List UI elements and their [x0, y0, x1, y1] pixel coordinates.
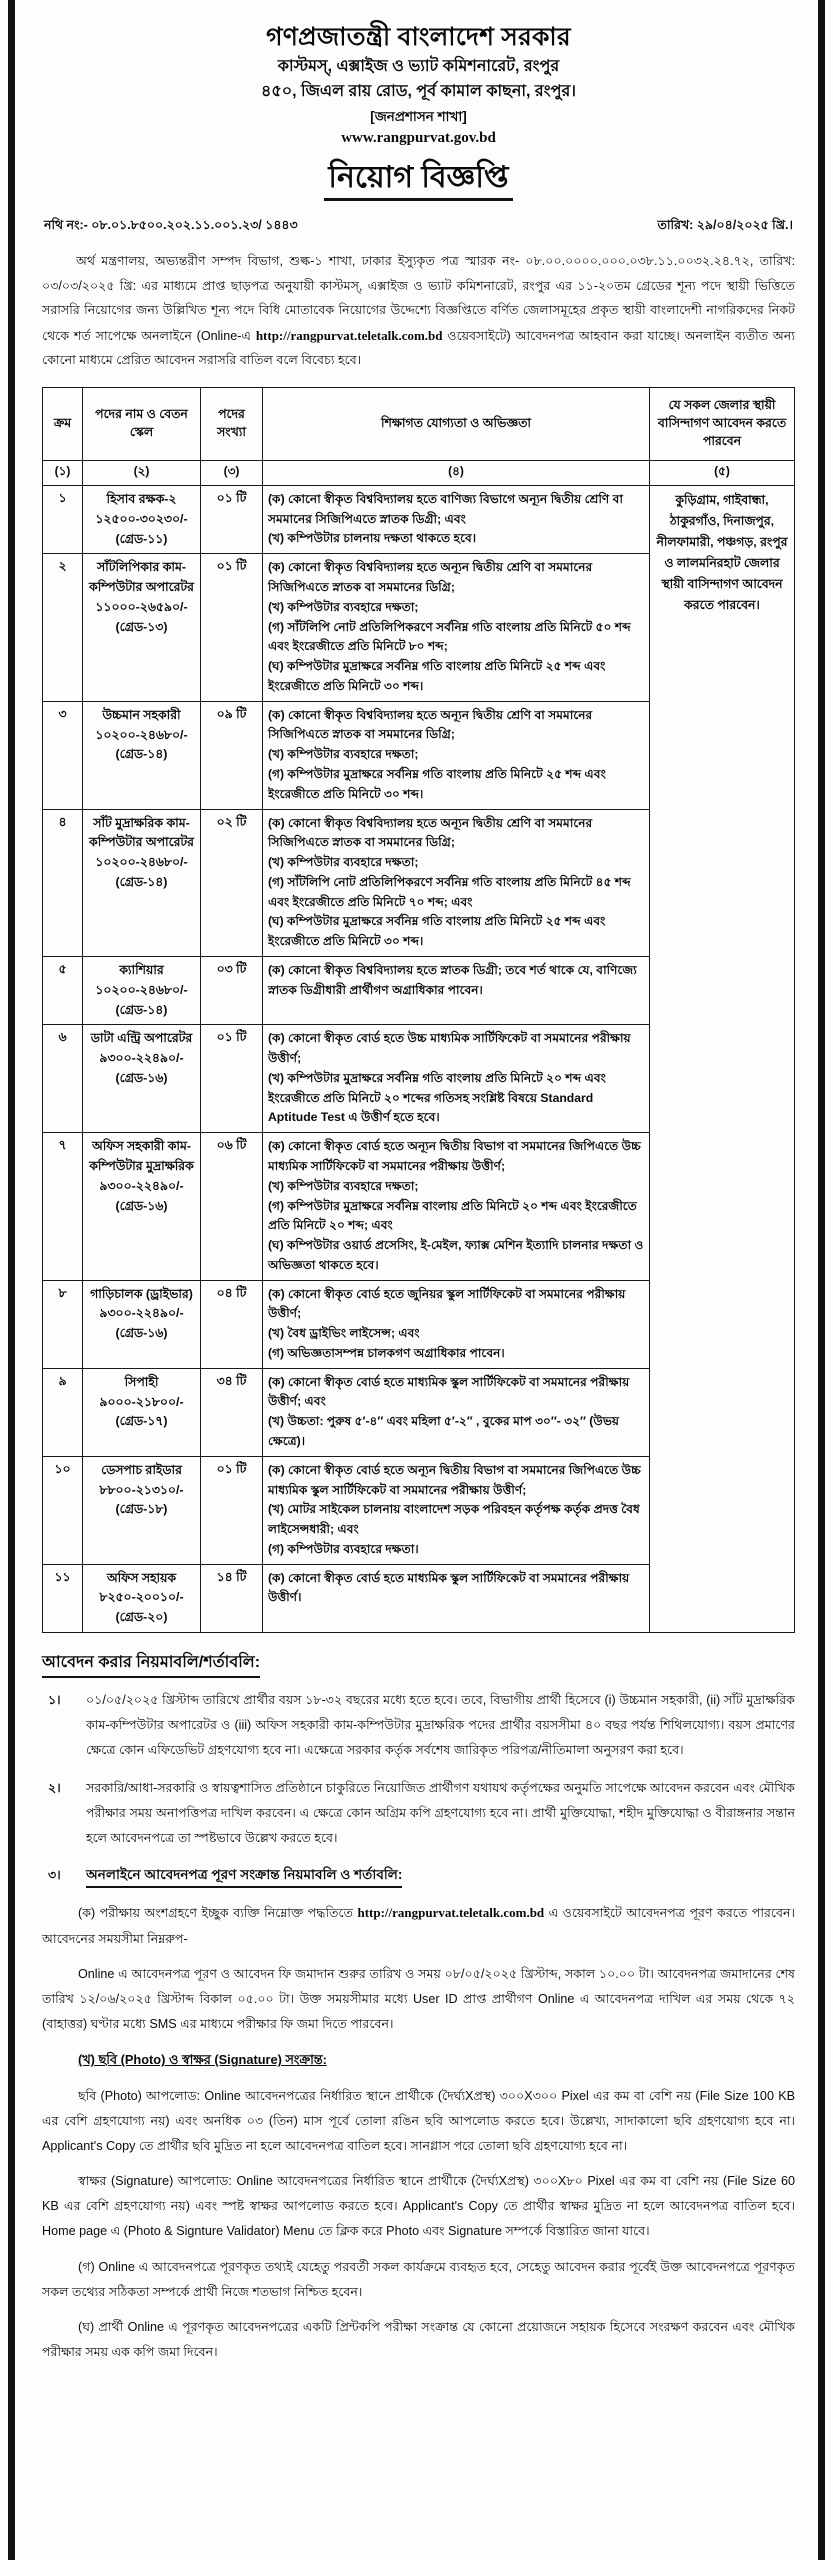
- qualification-line: (গ) সাঁটলিপি নোট প্রতিলিপিকরণে সর্বনিম্ন গতি বাংলায় প্রতি মিনিটে ৫০ শব্দ এবং ইংরেজীতে প্রতি মিনিটে ৮০ শব্দ;: [268, 619, 631, 654]
- cell-serial: ৭: [43, 1133, 83, 1280]
- qualification-line: (ক) কোনো স্বীকৃত বোর্ড হতে অন্যূন দ্বিতীয় বিভাগ বা সমমানের জিপিএতে উচ্চ মাধ্যমিক সার্টিফিকেট বা সমমানের পরীক্ষায় উত্তীর্ণ;: [268, 1139, 641, 1174]
- online-application-rules-heading: অনলাইনে আবেদনপত্র পূরণ সংক্রান্ত নিয়মাবলি ও শর্তাবলি:: [86, 1865, 402, 1887]
- qualification-line: (খ) কম্পিউটার ব্যবহারে দক্ষতা;: [268, 1178, 419, 1193]
- intro-text-after: ওয়েবসাইটে) আবেদনপত্র আহবান করা যাচ্ছে। অনলাইন ব্যতীত অন্য কোনো মাধ্যমে প্রেরিত আবেদন সরাসরি বাতিল বলে বিবেচ্য হবে।: [42, 328, 795, 368]
- header-district: যে সকল জেলার স্থায়ী বাসিন্দাগণ আবেদন করতে পারবেন: [650, 387, 795, 460]
- intro-paragraph: [42, 249, 795, 373]
- cell-vacancy-count: ০১ টি: [201, 554, 263, 701]
- cell-vacancy-count: ০১ টি: [201, 485, 263, 554]
- cell-post-name: [83, 701, 201, 809]
- cell-qualification: [263, 1564, 650, 1633]
- cell-qualification: [263, 701, 650, 809]
- cell-serial: ৬: [43, 1025, 83, 1133]
- qualification-line: (ক) কোনো স্বীকৃত বোর্ড হতে মাধ্যমিক স্কুল সার্টিফিকেট বা সমমানের পরীক্ষায় উত্তীর্ণ; এবং: [268, 1374, 630, 1409]
- qualification-line: (ঘ) কম্পিউটার মুদ্রাক্ষরে সর্বনিম্ন গতি বাংলায় প্রতি মিনিটে ২৫ শব্দ এবং ইংরেজীতে প্রতি মিনিটে ৩০ শব্দ।: [268, 659, 606, 693]
- intro-text-before: অর্থ মন্ত্রণালয়, অভ্যন্তরীণ সম্পদ বিভাগ, শুল্ক-১ শাখা, ঢাকার ইস্যুকৃত পত্র স্মারক নং- ০৮.০০.০০০০.০০০.০৩৮.১১.০০৩২.২৪.৭২, তারিখ: ০৩/০৩/২০২৫ খ্রি: এর মাধ্যমে প্রাপ্ত ছাড়পত্র অনুযায়ী কাস্টমস্‌, এক্সাইজ ও ভ্যাট কমিশনারেট, রংপুর এর ১১-২০তম গ্রেডের শূন্য পদে স্থায়ী ভিত্তিতে সরাসরি নিয়োগের জন্য উল্লিখিত শূন্য পদে বিধি মোতাবেক নিয়োগের উদ্দেশ্যে বিজ্ঞপ্তিতে বর্ণিত জেলাসমূহের প্রকৃত স্থায়ী বাংলাদেশী নাগরিকদের নিকট থেকে শর্ত সাপেক্ষে অনলাইনে (Online-এ: [42, 254, 795, 343]
- cell-post-name: [83, 956, 201, 1025]
- government-title: গণপ্রজাতন্ত্রী বাংলাদেশ সরকার: [266, 23, 571, 51]
- post-name-line: ১১০০০-২৬৫৯০/-: [95, 600, 188, 615]
- qualification-line: (গ) কম্পিউটার ব্যবহারে দক্ষতা।: [268, 1541, 419, 1556]
- post-name-line: ১০২০০-২৪৬৮০/-: [95, 727, 188, 742]
- qualification-line: (ক) কোনো স্বীকৃত বোর্ড হতে মাধ্যমিক স্কুল সার্টিফিকেট বা সমমানের পরীক্ষায় উত্তীর্ণ।: [268, 1570, 630, 1605]
- qualification-line: (খ) কম্পিউটার ব্যবহারে দক্ষতা;: [268, 855, 419, 870]
- posts-table: [42, 387, 795, 1633]
- paragraph-gha: (ঘ) প্রার্থী Online এ পূরণকৃত আবেদনপত্রের একটি প্রিন্টকপি পরীক্ষা সংক্রান্ত যে কোনো প্রয়োজনে সহায়ক হিসেবে সংরক্ষণ করবেন এবং মৌখিক পরীক্ষার সময় এক কপি জমা দিবেন।: [42, 2320, 795, 2360]
- post-name-line: (গ্রেড-১৪): [115, 747, 168, 762]
- qualification-line: (ঘ) কম্পিউটার মুদ্রাক্ষরে সর্বনিম্ন গতি বাংলায় প্রতি মিনিটে ২৫ শব্দ এবং ইংরেজীতে প্রতি মিনিটে ৩০ শব্দ।: [268, 914, 606, 949]
- post-name-line: উচ্চমান সহকারী: [102, 707, 181, 722]
- post-name-line: অফিস সহকারী কাম- কম্পিউটার মুদ্রাক্ষরিক ৯৩০০-২২৪৯০/-: [89, 1139, 194, 1193]
- post-name-line: ৯০০০-২১৮০০/-: [99, 1394, 184, 1409]
- condition-item-3: [42, 1863, 795, 1888]
- header-post-name: পদের নাম ও বেতন স্কেল: [83, 387, 201, 460]
- qualification-line: (খ) মোটর সাইকেল চালনায় বাংলাদেশ সড়ক পরিবহন কর্তৃপক্ষ কর্তৃক প্রদত্ত বৈধ লাইসেন্সধারী; এবং: [268, 1502, 640, 1537]
- cell-serial: ৮: [43, 1280, 83, 1368]
- memo-row: [44, 217, 793, 237]
- qualification-line: (ঘ) কম্পিউটার ওয়ার্ড প্রসেসিং, ই-মেইল, ফ্যাক্স মেশিন ইত্যাদি চালনার দক্ষতা ও অভিজ্ঞতা থাকতে হবে।: [268, 1238, 644, 1272]
- post-name-line: সাঁটলিপিকার কাম-কম্পিউটার অপারেটর: [89, 560, 194, 595]
- post-name-line: ডাটা এন্ট্রি অপারেটর: [90, 1031, 193, 1046]
- table-header-row: [43, 387, 795, 460]
- cell-serial: ৪: [43, 809, 83, 956]
- cell-vacancy-count: ১৪ টি: [201, 1564, 263, 1633]
- post-name-line: অফিস সহায়ক: [106, 1570, 177, 1585]
- memo-date: তারিখ: ২৯/০৪/২০২৫ খ্রি.।: [657, 218, 793, 233]
- post-name-line: সাঁট মুদ্রাক্ষরিক কাম-কম্পিউটার অপারেটর: [89, 815, 194, 850]
- cell-qualification: [263, 554, 650, 701]
- post-name-line: ৯৩০০-২২৪৯০/-: [99, 1306, 184, 1321]
- cell-serial: ১: [43, 485, 83, 554]
- website-url: www.rangpurvat.gov.bd: [341, 129, 496, 146]
- condition-1-number: ১।: [48, 1693, 61, 1708]
- post-name-line: (গ্রেড-১৩): [115, 619, 168, 634]
- cell-vacancy-count: ০৬ টি: [201, 1133, 263, 1280]
- cell-vacancy-count: ০৩ টি: [201, 956, 263, 1025]
- paragraph-photo-upload: ছবি (Photo) আপলোড: Online আবেদনপত্রের নির্ধারিত স্থানে প্রার্থীকে (দৈর্ঘ্যXপ্রস্থ) ৩০০X৩০০ Pixel এর কম বা বেশি নয় (File Size 100 KB এর বেশি গ্রহণযোগ্য নয়) এবং অনধিক ০৩ (তিন) মাস পূর্বে তোলা রঙিন ছবি আপলোড করতে হবে। উল্লেখ্য, সাদাকালো ছবি গ্রহণযোগ্য হবে না। Applicant's Copy তে প্রার্থীর ছবি মুদ্রিত না হলে আবেদনপত্র বাতিল হবে। সানগ্লাস পরে তোলা ছবি গ্রহণযোগ্য হবে না।: [42, 2088, 795, 2153]
- post-name-line: (গ্রেড-১৬): [115, 1071, 168, 1086]
- post-name-line: (গ্রেড-১৮): [115, 1502, 168, 1517]
- qualification-line: (খ) কম্পিউটার চালনায় দক্ষতা থাকতে হবে।: [268, 531, 477, 546]
- cell-vacancy-count: ০২ টি: [201, 809, 263, 956]
- post-name-line: সিপাহী: [124, 1374, 159, 1389]
- post-name-line: (গ্রেড-১৪): [115, 1002, 168, 1017]
- photo-signature-heading: (খ) ছবি (Photo) ও স্বাক্ষর (Signature) সংক্রান্ত:: [78, 2052, 327, 2068]
- post-name-line: ১২৫০০-৩০২৩০/-: [95, 511, 188, 526]
- cell-vacancy-count: ৩৪ টি: [201, 1368, 263, 1456]
- paragraph-kha-heading: [42, 2047, 795, 2073]
- qualification-line: (খ) উচ্চতা: পুরুষ ৫′-৪′′ এবং মহিলা ৫′-২′′ , বুকের মাপ ৩০′′- ৩২′′ (উভয় ক্ষেত্রে)।: [268, 1414, 620, 1448]
- cell-post-name: [83, 1456, 201, 1564]
- post-name-line: (গ্রেড-১৭): [115, 1414, 168, 1429]
- colnum-4: (৪): [263, 460, 650, 485]
- cell-qualification: [263, 956, 650, 1025]
- post-name-line: ৯৩০০-২২৪৯০/-: [99, 1051, 184, 1066]
- cell-qualification: [263, 809, 650, 956]
- qualification-line: (খ) বৈধ ড্রাইভিং লাইসেন্স; এবং: [268, 1326, 420, 1341]
- branch-name: [জনপ্রশাসন শাখা]: [370, 108, 467, 124]
- condition-2-number: ২।: [48, 1780, 61, 1795]
- application-website-link[interactable]: http://rangpurvat.teletalk.com.bd: [255, 327, 443, 343]
- qualification-line: (ক) কোনো স্বীকৃত বিশ্ববিদ্যালয় হতে অন্যূন দ্বিতীয় শ্রেণি বা সমমানের সিজিপিএতে স্নাতক বা সমমানের ডিগ্রি;: [268, 560, 593, 595]
- teletalk-website-link[interactable]: http://rangpurvat.teletalk.com.bd: [357, 1905, 545, 1921]
- qualification-line: (ক) কোনো স্বীকৃত বোর্ড হতে অন্যূন দ্বিতীয় বিভাগ বা সমমানের জিপিএতে উচ্চ মাধ্যমিক স্কুল সার্টিফিকেট বা সমমানের পরীক্ষায় উত্তীর্ণ;: [268, 1462, 641, 1497]
- conditions-section: [42, 1647, 795, 2365]
- letterhead: [42, 22, 795, 213]
- qualification-line: (গ) সাঁটলিপি নোট প্রতিলিপিকরণে সর্বনিম্ন গতি বাংলায় প্রতি মিনিটে ৪৫ শব্দ এবং ইংরেজীতে প্রতি মিনিটে ৭০ শব্দ; এবং: [268, 874, 631, 909]
- post-name-line: গাড়িচালক (ড্রাইভার): [90, 1286, 193, 1301]
- condition-3-number: ৩।: [48, 1868, 61, 1883]
- cell-post-name: [83, 1280, 201, 1368]
- post-name-line: (গ্রেড-১১): [115, 531, 168, 546]
- post-name-line: ডেসপাচ রাইডার: [101, 1462, 182, 1477]
- cell-serial: ১১: [43, 1564, 83, 1633]
- qualification-line: (খ) কম্পিউটার মুদ্রাক্ষরে সর্বনিম্ন গতি বাংলায় প্রতি মিনিটে ২০ শব্দ এবং ইংরেজীতে প্রতি মিনিটে ২০ শব্দের গতিসহ সংশ্লিষ্ট বিষয়ে Standard Aptitude Test এ উত্তীর্ণ হতে হবে।: [268, 1070, 606, 1125]
- cell-vacancy-count: ০৪ টি: [201, 1280, 263, 1368]
- cell-vacancy-count: ০৯ টি: [201, 701, 263, 809]
- page-title: নিয়োগ বিজ্ঞপ্তি: [324, 159, 512, 202]
- qualification-line: (ক) কোনো স্বীকৃত বিশ্ববিদ্যালয় হতে বাণিজ্য বিভাগে অন্যূন দ্বিতীয় শ্রেণি বা সমমানের সিজিপিএতে স্নাতক ডিগ্রী; এবং: [268, 491, 623, 526]
- file-number: নথি নং:- ০৮.০১.৮৫০০.২০২.১১.০০১.২৩/ ১৪৪৩: [44, 218, 298, 233]
- qualification-line: (গ) কম্পিউটার মুদ্রাক্ষরে সর্বনিম্ন বাংলায় প্রতি মিনিটে ২০ শব্দ এবং ইংরেজীতে প্রতি মিনিটে ২০ শব্দ; এবং: [268, 1198, 637, 1233]
- qualification-line: (ক) কোনো স্বীকৃত বিশ্ববিদ্যালয় হতে স্নাতক ডিগ্রী; তবে শর্ত থাকে যে, বাণিজ্যে স্নাতক ডিগ্রীধারী প্রার্থীগণ অগ্রাধিকার পাবেন।: [268, 962, 637, 997]
- post-name-line: (গ্রেড-১৬): [115, 1198, 168, 1213]
- qualification-line: (ক) কোনো স্বীকৃত বিশ্ববিদ্যালয় হতে অন্যূন দ্বিতীয় শ্রেণি বা সমমানের সিজিপিএতে স্নাতক বা সমমানের ডিগ্রি;: [268, 707, 593, 742]
- post-name-line: ১০২০০-২৪৬৮০/-: [95, 855, 188, 870]
- colnum-2: (২): [83, 460, 201, 485]
- paragraph-ka-before: (ক) পরীক্ষায় অংশগ্রহণে ইচ্ছুক ব্যক্তি নিম্নোক্ত পদ্ধতিতে: [78, 1906, 358, 1921]
- cell-post-name: [83, 1133, 201, 1280]
- paragraph-ka-after: এ ওয়েবসাইটে আবেদনপত্র পূরণ করতে পারবেন। আবেদনের সময়সীমা নিম্নরুপ-: [42, 1906, 795, 1946]
- cell-qualification: [263, 1456, 650, 1564]
- paragraph-signature-upload: স্বাক্ষর (Signature) আপলোড: Online আবেদনপত্রের নির্ধারিত স্থানে প্রার্থীকে (দৈর্ঘ্যXপ্রস্থ) ৩০০X৮০ Pixel এর কম বা বেশি নয় (File Size 60 KB এর বেশি গ্রহণযোগ্য নয়) এবং স্পষ্ট স্বাক্ষর আপলোড করতে হবে। Applicant's Copy তে প্রার্থীর স্বাক্ষর মুদ্রিত না হলে আবেদনপত্র বাতিল হবে। Home page এ (Photo & Signture Validator) Menu তে ক্লিক করে Photo এবং Signature সম্পর্কে বিস্তারিত জানা যাবে।: [42, 2174, 795, 2239]
- header-vacancy-count: পদের সংখ্যা: [201, 387, 263, 460]
- qualification-line: (ক) কোনো স্বীকৃত বোর্ড হতে উচ্চ মাধ্যমিক সার্টিফিকেট বা সমমানের পরীক্ষায় উত্তীর্ণ;: [268, 1031, 631, 1066]
- cell-serial: ৫: [43, 956, 83, 1025]
- cell-qualification: [263, 485, 650, 554]
- cell-post-name: [83, 809, 201, 956]
- post-name-line: হিসাব রক্ষক-২: [106, 491, 177, 506]
- qualification-line: (গ) কম্পিউটার মুদ্রাক্ষরে সর্বনিম্ন গতি বাংলায় প্রতি মিনিটে ২৫ শব্দ এবং ইংরেজীতে প্রতি মিনিটে ৩০ শব্দ।: [268, 767, 606, 801]
- paragraph-ga: (গ) Online এ আবেদনপত্রে পূরণকৃত তথ্যই যেহেতু পরবর্তী সকল কার্যক্রমে ব্যবহৃত হবে, সেহেতু আবেদন করার পূর্বেই উক্ত আবেদনপত্রে পূরণকৃত সকল তথ্যের সঠিকতা সম্পর্কে প্রার্থী নিজে শতভাগ নিশ্চিত হবেন।: [42, 2259, 795, 2299]
- post-name-line: ১০২০০-২৪৬৮০/-: [95, 982, 188, 997]
- cell-vacancy-count: ০১ টি: [201, 1456, 263, 1564]
- conditions-heading: আবেদন করার নিয়মাবলি/শর্তাবলি:: [42, 1649, 260, 1678]
- cell-qualification: [263, 1280, 650, 1368]
- paragraph-ka: [42, 1900, 795, 1951]
- table-column-number-row: [43, 460, 795, 485]
- paragraph-online-schedule: Online এ আবেদনপত্র পূরণ ও আবেদন ফি জমাদান শুরুর তারিখ ও সময় ০৮/০৫/২০২৫ খ্রিস্টাব্দ, সকাল ১০.০০ টা। আবেদনপত্র জমাদানের শেষ তারিখ ১২/০৬/২০২৫ খ্রিস্টাব্দ বিকাল ০৫.০০ টা। উক্ত সময়সীমার মধ্যে User ID প্রাপ্ত প্রার্থীগণ Online এ আবেদনপত্র দাখিল এর সময় থেকে ৭২ (বাহাত্তর) ঘণ্টার মধ্যে SMS এর মাধ্যমে পরীক্ষার ফি জমা দিতে পারবেন।: [42, 1966, 795, 2032]
- qualification-line: (ক) কোনো স্বীকৃত বিশ্ববিদ্যালয় হতে অন্যূন দ্বিতীয় শ্রেণি বা সমমানের সিজিপিএতে স্নাতক বা সমমানের ডিগ্রি;: [268, 815, 593, 850]
- cell-qualification: [263, 1133, 650, 1280]
- condition-3-body: [86, 1863, 795, 1888]
- cell-serial: ৯: [43, 1368, 83, 1456]
- post-name-line: (গ্রেড-১৪): [115, 875, 168, 890]
- post-name-line: ৮২৫০-২০০১০/-: [99, 1590, 184, 1605]
- post-name-line: ৮৮০০-২১৩১০/-: [99, 1482, 184, 1497]
- condition-item-1: [42, 1688, 795, 1764]
- header-serial: ক্রম: [43, 387, 83, 460]
- cell-qualification: [263, 1368, 650, 1456]
- cell-serial: ২: [43, 554, 83, 701]
- cell-serial: ৩: [43, 701, 83, 809]
- colnum-1: (১): [43, 460, 83, 485]
- office-name: কাস্টমস্‌, এক্সাইজ ও ভ্যাট কমিশনারেট, রংপুর: [277, 58, 560, 76]
- office-address: ৪৫০, জিএল রায় রোড, পূর্ব কামাল কাছনা, রংপুর।: [260, 83, 577, 101]
- cell-post-name: [83, 485, 201, 554]
- cell-post-name: [83, 554, 201, 701]
- cell-qualification: [263, 1025, 650, 1133]
- qualification-line: (খ) কম্পিউটার ব্যবহারে দক্ষতা;: [268, 599, 419, 614]
- colnum-5: (৫): [650, 460, 795, 485]
- qualification-line: (খ) কম্পিউটার ব্যবহারে দক্ষতা;: [268, 747, 419, 762]
- post-name-line: ক্যাশিয়ার: [119, 962, 164, 977]
- qualification-line: (ক) কোনো স্বীকৃত বোর্ড হতে জুনিয়র স্কুল সার্টিফিকেট বা সমমানের পরীক্ষায় উত্তীর্ণ;: [268, 1286, 626, 1321]
- post-name-line: (গ্রেড-১৬): [115, 1326, 168, 1341]
- post-name-line: (গ্রেড-২০): [115, 1610, 168, 1625]
- cell-serial: ১০: [43, 1456, 83, 1564]
- cell-post-name: [83, 1025, 201, 1133]
- qualification-line: (গ) অভিজ্ঞতাসম্পন্ন চালকগণ অগ্রাধিকার পাবেন।: [268, 1345, 505, 1360]
- colnum-3: (৩): [201, 460, 263, 485]
- cell-post-name: [83, 1368, 201, 1456]
- condition-item-2: [42, 1776, 795, 1852]
- cell-post-name: [83, 1564, 201, 1633]
- condition-2-text: সরকারি/আধা-সরকারি ও স্বায়ত্বশাসিত প্রতিষ্ঠানে চাকুরিতে নিয়োজিত প্রার্থীগণ যথাযথ কর্তৃপক্ষের অনুমতি সাপেক্ষে আবেদন করবেন এবং মৌখিক পরীক্ষার সময় অনাপত্তিপত্র দাখিল করবেন। এ ক্ষেত্রে কোন অগ্রিম কপি গ্রহণযোগ্য হবে না। প্রার্থী মুক্তিযোদ্ধা, শহীদ মুক্তিযোদ্ধা ও বীরাঙ্গনার সন্তান হলে আবেদনপত্রে তা স্পষ্টভাবে উল্লেখ করতে হবে।: [86, 1780, 795, 1846]
- table-row: [43, 485, 795, 554]
- cell-vacancy-count: ০১ টি: [201, 1025, 263, 1133]
- cell-eligible-districts: কুড়িগ্রাম, গাইবান্ধা, ঠাকুরগাঁও, দিনাজপুর, নীলফামারী, পঞ্চগড়, রংপুর ও লালমনিরহাট জেলার স্থায়ী বাসিন্দাগণ আবেদন করতে পারবেন।: [650, 485, 795, 1632]
- condition-1-text: ০১/০৫/২০২৫ খ্রিস্টাব্দ তারিখে প্রার্থীর বয়স ১৮-৩২ বছরের মধ্যে হতে হবে। তবে, বিভাগীয় প্রার্থী হিসেবে (i) উচ্চমান সহকারী, (ii) সাঁট মুদ্রাক্ষরিক কাম-কম্পিউটার অপারেটর ও (iii) অফিস সহকারী কাম-কম্পিউটার মুদ্রাক্ষরিক পদের প্রার্থীর বয়সসীমা ৪০ বছর পর্যন্ত শিথিলযোগ্য। বয়স প্রমাণের ক্ষেত্রে কোন এফিডেভিট গ্রহণযোগ্য হবে না। এক্ষেত্রে সরকার কর্তৃক সর্বশেষ জারিকৃত পরিপত্র/নীতিমালা অনুসরণ করা হবে।: [86, 1693, 795, 1758]
- header-qualification: শিক্ষাগত যোগ্যতা ও অভিজ্ঞতা: [263, 387, 650, 460]
